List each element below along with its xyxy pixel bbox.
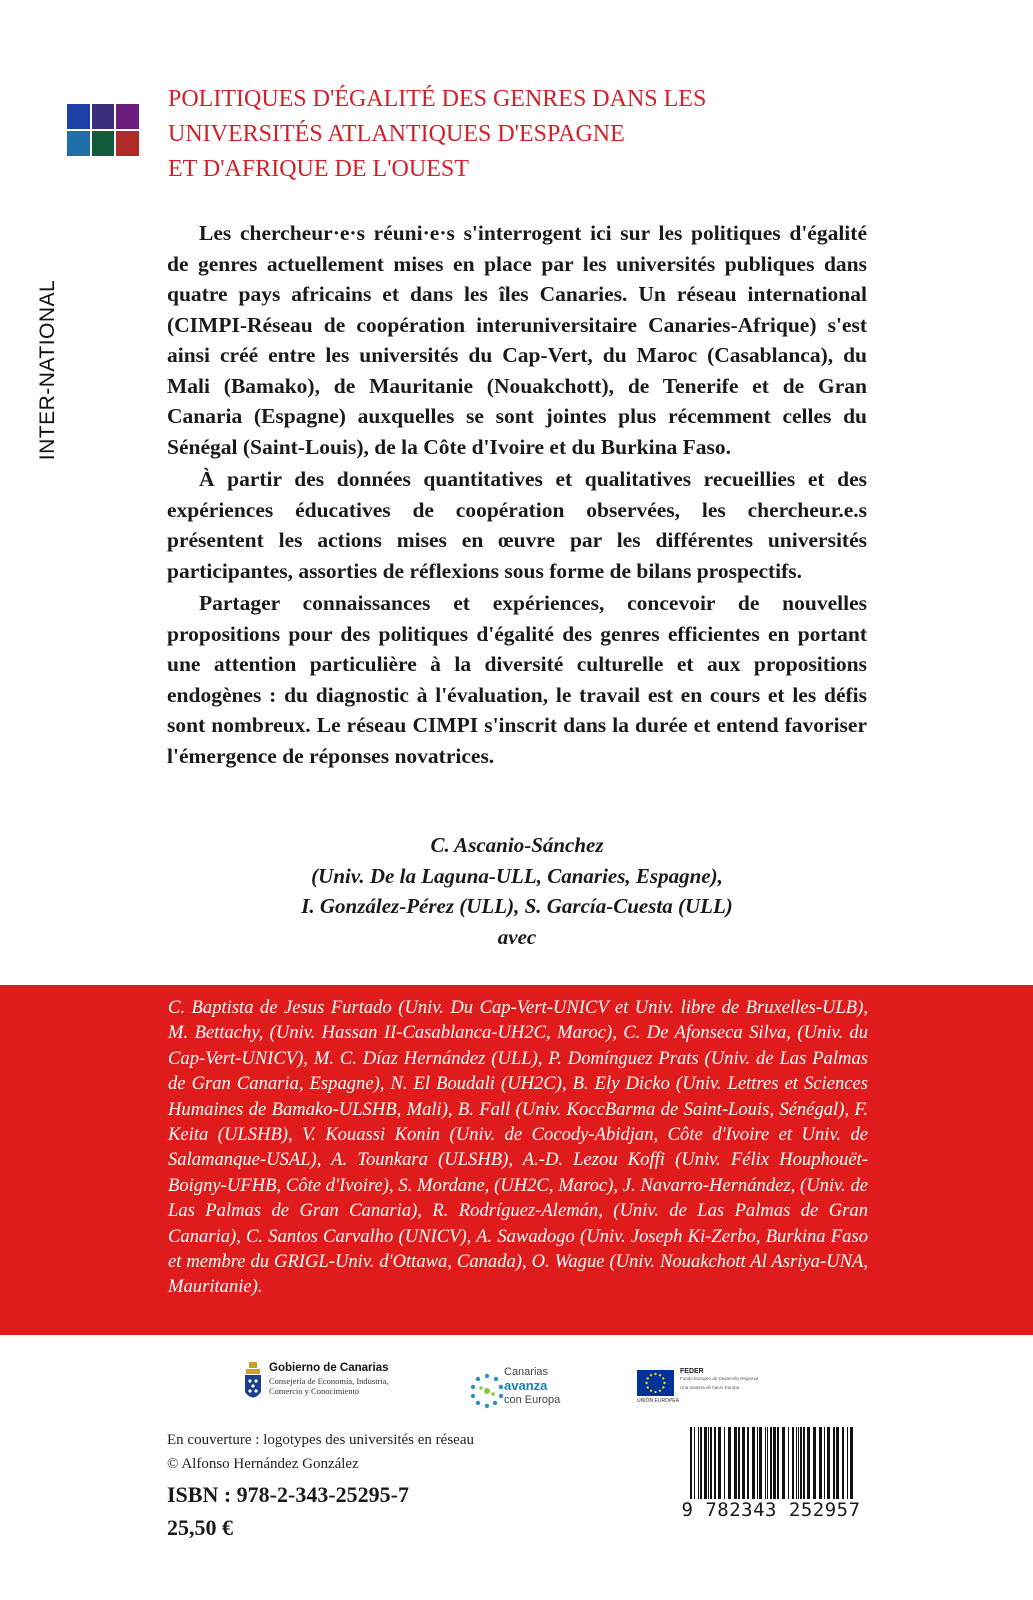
barcode-bar (694, 1427, 695, 1499)
authors-block (167, 830, 867, 952)
barcode-bar (759, 1427, 762, 1499)
barcode-bar (770, 1427, 772, 1499)
feder-title: FEDER (680, 1368, 704, 1375)
barcode-bar (777, 1427, 779, 1499)
canarias-text: Canarias (504, 1366, 549, 1378)
barcode-bar (819, 1427, 822, 1499)
barcode-bar (813, 1427, 816, 1499)
barcode-bar (827, 1427, 830, 1499)
barcode-bar (742, 1427, 745, 1499)
cover-note: En couverture : logotypes des universités en réseau (167, 1432, 474, 1448)
barcode-bar (792, 1427, 794, 1499)
gobierno-canarias-logo (237, 1360, 417, 1410)
title-line: UNIVERSITÉS ATLANTIQUES D'ESPAGNE (168, 121, 625, 147)
barcode-bar (757, 1427, 758, 1499)
barcode-bar (798, 1427, 799, 1499)
logo-tile (91, 130, 116, 157)
barcode-bar (836, 1427, 839, 1499)
dot-ring-icon (468, 1372, 506, 1410)
barcode (681, 1427, 861, 1525)
canarias-avanza-logo (468, 1366, 588, 1416)
barcode-bar (738, 1427, 740, 1499)
logo-tile (66, 130, 91, 157)
gobierno-department-line: Comercio y Conocimiento (269, 1385, 360, 1396)
eu-stars-icon (637, 1370, 674, 1396)
barcode-bar (710, 1427, 712, 1499)
con-europa-text: con Europa (504, 1394, 561, 1406)
barcode-bar (824, 1427, 825, 1499)
barcode-bar (833, 1427, 835, 1499)
barcode-bar (767, 1427, 768, 1499)
eu-flag-icon (637, 1370, 674, 1396)
barcode-bar (773, 1427, 776, 1499)
barcode-bars-icon (688, 1427, 854, 1499)
barcode-bar (708, 1427, 709, 1499)
logo-tile (115, 103, 140, 130)
barcode-bar (765, 1427, 766, 1499)
barcode-bar (850, 1427, 853, 1499)
barcode-bar (796, 1427, 797, 1499)
logo-tile (91, 103, 116, 130)
barcode-bar (747, 1427, 749, 1499)
feder-eu-logo (632, 1362, 759, 1406)
abstract-paragraph: Partager connaissances et expériences, concevoir de nouvelles propositions pour des politiques d'égalité des genres efficientes en portant une attention particulière à la diversité culturelle et aux propositions endogènes : du diagnostic à l'évaluation, le travail est en cours et les défis sont nombreux. Le réseau CIMPI s'inscrit dans la durée et entend favoriser l'émergence de réponses novatrices. (167, 591, 867, 768)
copyright: © Alfonso Hernández González (167, 1456, 359, 1472)
barcode-bar (718, 1427, 721, 1499)
barcode-bar (842, 1427, 844, 1499)
feder-motto: Una manera de hacer Europa (680, 1385, 740, 1390)
barcode-bar (724, 1427, 725, 1499)
gobierno-department (269, 1377, 389, 1396)
barcode-bar (728, 1427, 731, 1499)
abstract-paragraph: Les chercheur·e·s réuni·e·s s'interrogent ici sur les politiques d'égalité de genres actuellement mises en place par les universités publiques dans quatre pays africains et dans les îles Canaries. Un réseau international (CIMPI-Réseau de coopération interuniversitaire Canaries-Afrique) s'est ainsi créé entre les universités du Cap-Vert, du Maroc (Casablanca), du Mali (Bamako), de Mauritanie (Nouakchott), de Tenerife et de Gran Canaria (Espagne) auxquelles se sont jointes plus récemment celles du Sénégal (Saint-Louis), de la Côte d'Ivoire et du Burkina Faso. (167, 221, 867, 459)
coat-of-arms-icon (243, 1362, 263, 1404)
title-line: ET D'AFRIQUE DE L'OUEST (168, 156, 469, 182)
avanza-text: avanza (504, 1378, 548, 1393)
barcode-bar (690, 1427, 692, 1499)
barcode-bar (734, 1427, 737, 1499)
barcode-bar (800, 1427, 802, 1499)
feder-union: UNIÓN EUROPEA (637, 1398, 679, 1404)
abstract (167, 218, 867, 773)
isbn: ISBN : 978-2-343-25295-7 (167, 1482, 409, 1507)
contributors-band (0, 985, 1033, 1335)
barcode-bar (782, 1427, 785, 1499)
credits (167, 1428, 627, 1544)
collection-label: INTER-NATIONAL (36, 279, 59, 461)
title-line: POLITIQUES D'ÉGALITÉ DES GENRES DANS LES (168, 86, 707, 112)
barcode-bar (803, 1427, 805, 1499)
barcode-bar (847, 1427, 848, 1499)
barcode-bar (704, 1427, 707, 1499)
barcode-number: 9 782343 252957 (681, 1499, 861, 1521)
barcode-bar (752, 1427, 755, 1499)
logo-tile (66, 103, 91, 130)
book-title (168, 82, 808, 187)
contributors-list: C. Baptista de Jesus Furtado (Univ. Du Cap-Vert-UNICV et Univ. libre de Bruxelles-ULB), M. Bettachy, (Univ. Hassan II-Casablanca-UH2C, Maroc), C. De Afonseca Silva, (Univ. du Cap-Vert-UNICV), M. C. Díaz Hernández (ULL), P. Domínguez Prats (Univ. de Las Palmas de Gran Canaria, Espagne), N. El Boudali (UH2C), B. Ely Dicko (Univ. Lettres et Sciences Humaines de Bamako-ULSHB, Mali), B. Fall (Univ. KoccBarma de Saint-Louis, Sénégal), F. Keita (ULSHB), V. Kouassi Konin (Univ. de Cocody-Abidjan, Côte d'Ivoire et Univ. de Salamanque-USAL), A. Tounkara (ULSHB), A.-D. Lezou Koffi (Univ. Félix Houphouët-Boigny-UFHB, Côte d'Ivoire), S. Mordane, (UH2C, Maroc), J. Navarro-Hernández, (Univ. de Las Palmas de Gran Canaria), R. Rodríguez-Alemán, (Univ. de Las Palmas de Gran Canaria), C. Santos Carvalho (UNICV), A. Sawadogo (Univ. Joseph Ki-Zerbo, Burkina Faso et membre du GRIGL-Univ. d'Ottawa, Canada), O. Wague (Univ. Nouakchott Al Asriya-UNA, Mauritanie). (168, 997, 868, 1298)
gobierno-department-line: Consejería de Economía, Industria, (269, 1376, 389, 1386)
collection-logo (66, 103, 140, 157)
barcode-bar (714, 1427, 716, 1499)
feder-fund-name: Fondo Europeo de Desarrollo Regional (680, 1376, 759, 1381)
author-line: (Univ. De la Laguna-ULL, Canaries, Espagne), (311, 863, 723, 888)
author-line: I. González-Pérez (ULL), S. García-Cuesta (ULL) (301, 894, 733, 918)
gobierno-name: Gobierno de Canarias (269, 1362, 389, 1374)
barcode-bar (788, 1427, 789, 1499)
author-line: avec (497, 924, 537, 949)
abstract-paragraph: À partir des données quantitatives et qualitatives recueillies et des expériences éducatives de coopération observées, les chercheur.e.s présentent les actions mises en œuvre par les différentes universités participantes, assorties de réflexions sous forme de bilans prospectifs. (167, 467, 867, 583)
barcode-bar (698, 1427, 699, 1499)
barcode-bar (807, 1427, 810, 1499)
price: 25,50 € (167, 1515, 233, 1540)
logo-tile (115, 130, 140, 157)
barcode-bar (700, 1427, 702, 1499)
author-line: C. Ascanio-Sánchez (430, 833, 604, 857)
